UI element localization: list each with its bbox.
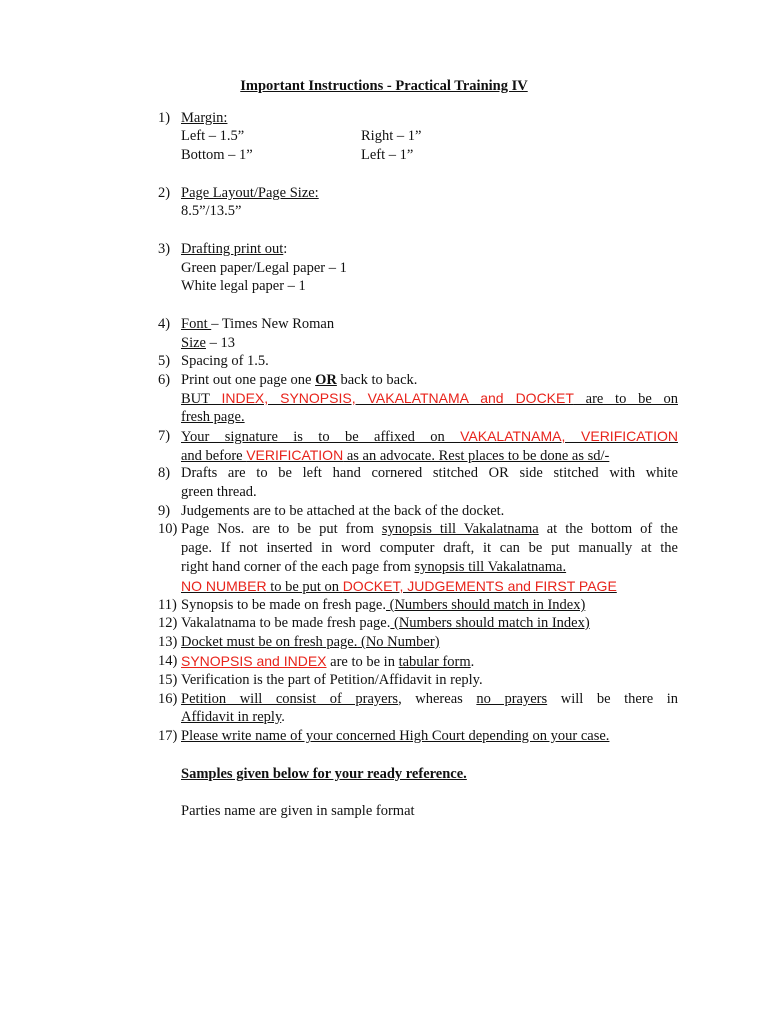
item-number: 2): [158, 185, 171, 201]
margin-heading: Margin:: [181, 110, 228, 126]
document-title: Important Instructions - Practical Training IV: [240, 78, 528, 94]
item-number: 11): [158, 597, 177, 613]
size-line: Size – 13: [181, 335, 235, 351]
font-line: Font – Times New Roman: [181, 316, 335, 332]
item-number: 10): [158, 521, 178, 537]
margin-left: Left – 1.5”: [181, 128, 245, 144]
high-court-line: Please write name of your concerned High Court depending on your case.: [181, 728, 610, 744]
signature-line: Your signature is to be affixed on VAKALATNAMA, VERIFICATION: [181, 428, 678, 445]
vakalatnama-line: Vakalatnama to be made fresh page. (Numbers should match in Index): [181, 615, 590, 631]
item-number: 16): [158, 691, 178, 707]
margin-bottom: Bottom – 1”: [181, 147, 253, 163]
page-nos-line: Page Nos. are to be put from synopsis till Vakalatnama at the bottom of the: [181, 521, 678, 537]
item-number: 15): [158, 672, 178, 688]
samples-heading: Samples given below for your ready reference.: [181, 766, 467, 782]
item-number: 4): [158, 316, 171, 332]
green-paper-line: Green paper/Legal paper – 1: [181, 260, 347, 276]
page-nos-line-2: page. If not inserted in word computer draft, it can be put manually at the: [181, 540, 678, 556]
docket-line: Docket must be on fresh page. (No Number): [181, 634, 440, 650]
item-number: 5): [158, 353, 171, 369]
petition-line: Petition will consist of prayers, whereas no prayers will be there in: [181, 691, 678, 707]
item-number: 6): [158, 372, 171, 388]
fresh-page-line: BUT INDEX, SYNOPSIS, VAKALATNAMA and DOCKET are to be on: [181, 390, 678, 407]
judgements-line: Judgements are to be attached at the back of the docket.: [181, 503, 505, 519]
item-number: 14): [158, 653, 178, 669]
white-paper-line: White legal paper – 1: [181, 278, 306, 294]
parties-line: Parties name are given in sample format: [181, 803, 415, 819]
spacing-line: Spacing of 1.5.: [181, 353, 269, 369]
verification-line: Verification is the part of Petition/Affidavit in reply.: [181, 672, 483, 688]
tabular-line: SYNOPSIS and INDEX are to be in tabular form.: [181, 653, 475, 670]
drafts-line: Drafts are to be left hand cornered stitched OR side stitched with white: [181, 465, 678, 481]
item-number: 17): [158, 728, 178, 744]
item-number: 12): [158, 615, 178, 631]
drafts-line-2: green thread.: [181, 484, 257, 500]
page-size-value: 8.5”/13.5”: [181, 203, 242, 219]
item-number: 8): [158, 465, 171, 481]
page-layout-heading: Page Layout/Page Size:: [181, 185, 319, 201]
signature-line-2: and before VERIFICATION as an advocate. Rest places to be done as sd/-: [181, 447, 610, 464]
synopsis-line: Synopsis to be made on fresh page. (Numbers should match in Index): [181, 597, 586, 613]
page-nos-line-3: right hand corner of the each page from synopsis till Vakalatnama.: [181, 559, 567, 575]
item-number: 9): [158, 503, 171, 519]
petition-line-2: Affidavit in reply.: [181, 709, 285, 725]
margin-right: Right – 1”: [361, 128, 422, 144]
no-number-line: NO NUMBER to be put on DOCKET, JUDGEMENTS and FIRST PAGE: [181, 578, 617, 595]
drafting-heading: Drafting print out:: [181, 241, 288, 257]
fresh-page-line-2: fresh page.: [181, 409, 245, 425]
item-number: 7): [158, 428, 171, 444]
item-number: 13): [158, 634, 178, 650]
margin-left-2: Left – 1”: [361, 147, 414, 163]
item-number: 3): [158, 241, 171, 257]
item-number: 1): [158, 110, 171, 126]
print-out-line: Print out one page one OR back to back.: [181, 372, 418, 388]
